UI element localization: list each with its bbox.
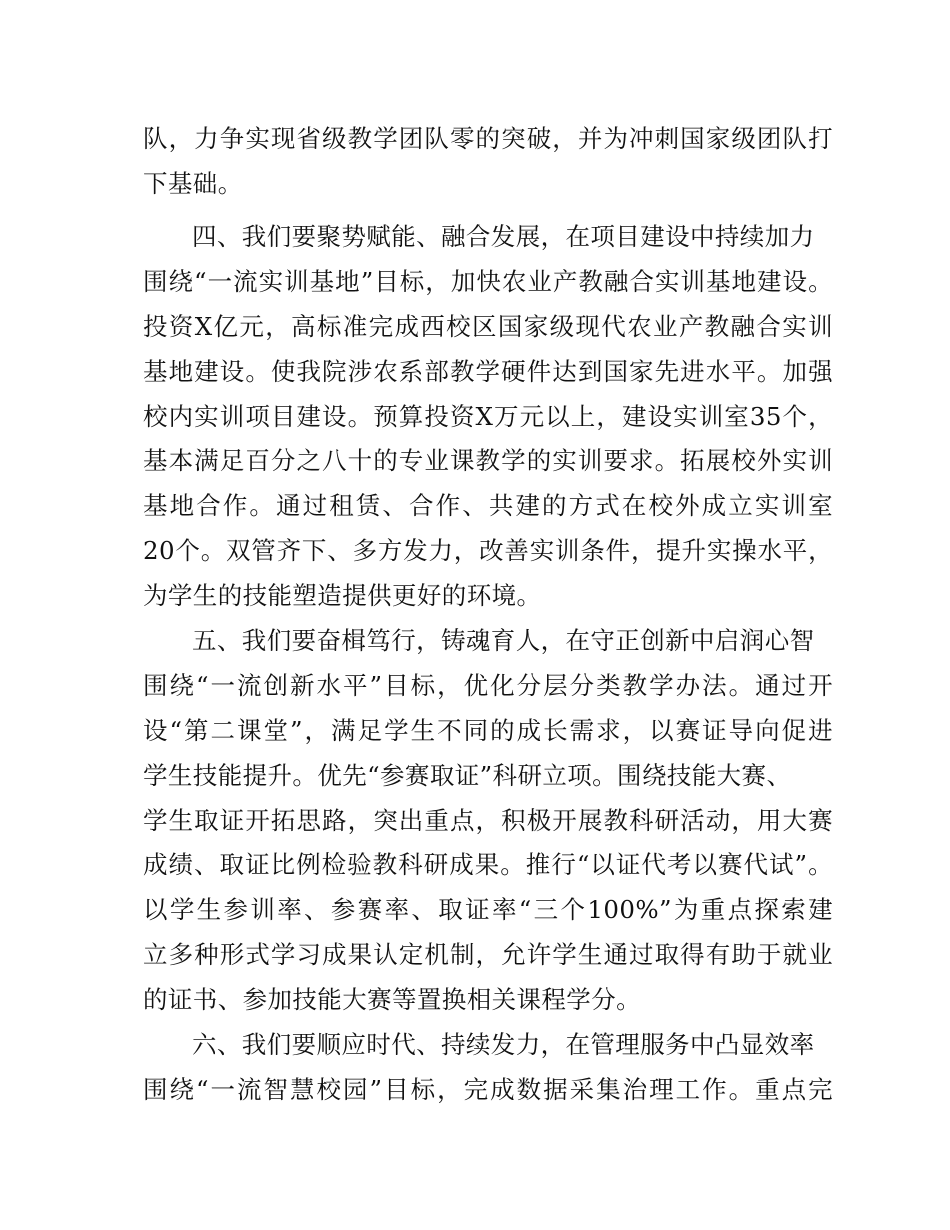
paragraph-section-four xyxy=(143,215,833,619)
text-line: 校内实训项目建设。预算投资X万元以上，建设实训室35个， xyxy=(143,401,833,431)
section-heading-line: 五、我们要奋楫笃行，铸魂育人，在守正创新中启润心智 xyxy=(192,626,815,655)
text-line: 学生技能提升。优先“参赛取证”科研立项。围绕技能大赛、 xyxy=(143,760,792,790)
text-line: 的证书、参加技能大赛等置换相关课程学分。 xyxy=(143,985,641,1015)
text-line: 学生取证开拓思路，突出重点，积极开展教科研活动，用大赛 xyxy=(143,805,833,835)
section-heading-line: 六、我们要顺应时代、持续发力，在管理服务中凸显效率 xyxy=(192,1030,815,1059)
text-line: 围绕“一流智慧校园”目标，完成数据采集治理工作。重点完 xyxy=(143,1074,833,1104)
paragraph-continuation xyxy=(143,117,833,207)
text-line: 队，力争实现省级教学团队零的突破，并为冲刺国家级团队打 xyxy=(143,124,833,153)
text-line: 基本满足百分之八十的专业课教学的实训要求。拓展校外实训 xyxy=(143,446,833,476)
text-line: 围绕“一流实训基地”目标，加快农业产教融合实训基地建设。 xyxy=(143,266,833,296)
text-line: 基地合作。通过租赁、合作、共建的方式在校外成立实训室 xyxy=(143,491,833,521)
text-line: 下基础。 xyxy=(143,168,243,198)
text-line: 成绩、取证比例检验教科研成果。推行“以证代考以赛代试”。 xyxy=(143,850,833,880)
text-line: 20个。双管齐下、多方发力，改善实训条件，提升实操水平， xyxy=(143,536,833,566)
paragraph-section-five xyxy=(143,619,833,1023)
text-line: 基地建设。使我院涉农系部教学硬件达到国家先进水平。加强 xyxy=(143,356,833,386)
section-heading-line: 四、我们要聚势赋能、融合发展，在项目建设中持续加力 xyxy=(192,222,815,251)
text-line: 以学生参训率、参赛率、取证率“三个100%”为重点探索建 xyxy=(143,895,833,925)
text-line: 设“第二课堂”，满足学生不同的成长需求，以赛证导向促进 xyxy=(143,715,833,745)
text-line: 为学生的技能塑造提供更好的环境。 xyxy=(143,581,542,611)
text-line: 立多种形式学习成果认定机制，允许学生通过取得有助于就业 xyxy=(143,940,833,970)
text-line: 围绕“一流创新水平”目标，优化分层分类教学办法。通过开 xyxy=(143,670,833,700)
paragraph-section-six xyxy=(143,1023,833,1113)
text-line: 投资X亿元，高标准完成西校区国家级现代农业产教融合实训 xyxy=(143,311,833,341)
